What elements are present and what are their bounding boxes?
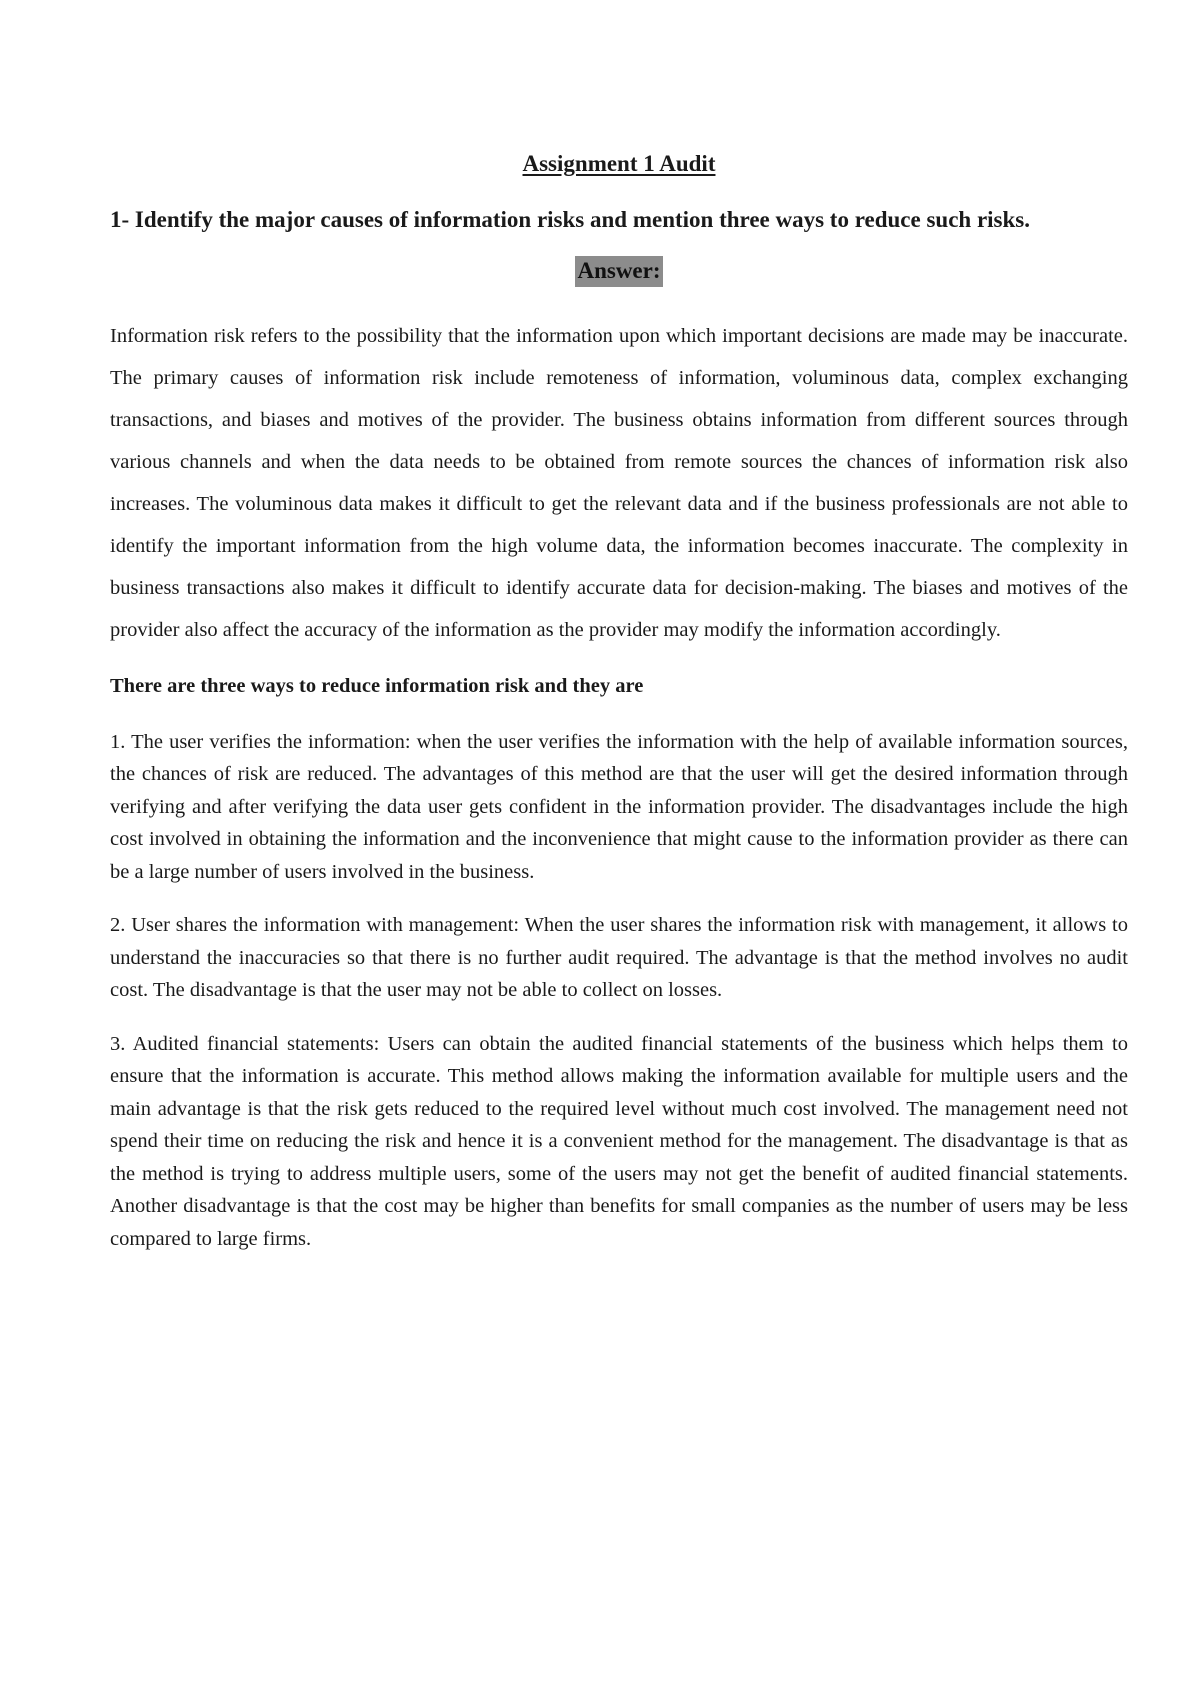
document-body — [110, 150, 1128, 1276]
answer-label-row — [110, 256, 1128, 287]
document-title: Assignment 1 Audit — [522, 151, 716, 176]
way-item-1: 1. The user verifies the information: when the user verifies the information with the help of available information sources, the chances of risk are reduced. The advantages of this method are that the user will get the desired information through verifying and after verifying the data user gets confident in the information provider. The disadvantages include the high cost involved in obtaining the information and the inconvenience that might cause to the information provider as there can be a large number of users involved in the business. — [110, 730, 1128, 883]
way-item-3: 3. Audited financial statements: Users can obtain the audited financial statements of the business which helps them to ensure that the information is accurate. This method allows making the information available for multiple users and the main advantage is that the risk gets reduced to the required level without much cost involved. The management need not spend their time on reducing the risk and hence it is a convenient method for the management. The disadvantage is that as the method is trying to address multiple users, some of the users may not get the benefit of audited financial statements. Another disadvantage is that the cost may be higher than benefits for small companies as the number of users may be less compared to large firms. — [110, 1032, 1128, 1250]
intro-paragraph: Information risk refers to the possibility that the information upon which important decisions are made may be inaccurate. The primary causes of information risk include remoteness of information, voluminous data, complex exchanging transactions, and biases and motives of the provider. The business obtains information from different sources through various channels and when the data needs to be obtained from remote sources the chances of information risk also increases. The voluminous data makes it difficult to get the relevant data and if the business professionals are not able to identify the important information from the high volume data, the information becomes inaccurate. The complexity in business transactions also makes it difficult to identify accurate data for decision-making. The biases and motives of the provider also affect the accuracy of the information as the provider may modify the information accordingly. — [110, 325, 1128, 642]
ways-heading: There are three ways to reduce information risk and they are — [110, 675, 644, 698]
way-item-2: 2. User shares the information with management: When the user shares the information risk with management, it allows to understand the inaccuracies so that there is no further audit required. The advantage is that the method involves no audit cost. The disadvantage is that the user may not be able to collect on losses. — [110, 914, 1128, 1002]
answer-label: Answer: — [575, 256, 662, 287]
question-heading: 1- Identify the major causes of information risks and mention three ways to reduce such risks. — [110, 206, 1030, 232]
